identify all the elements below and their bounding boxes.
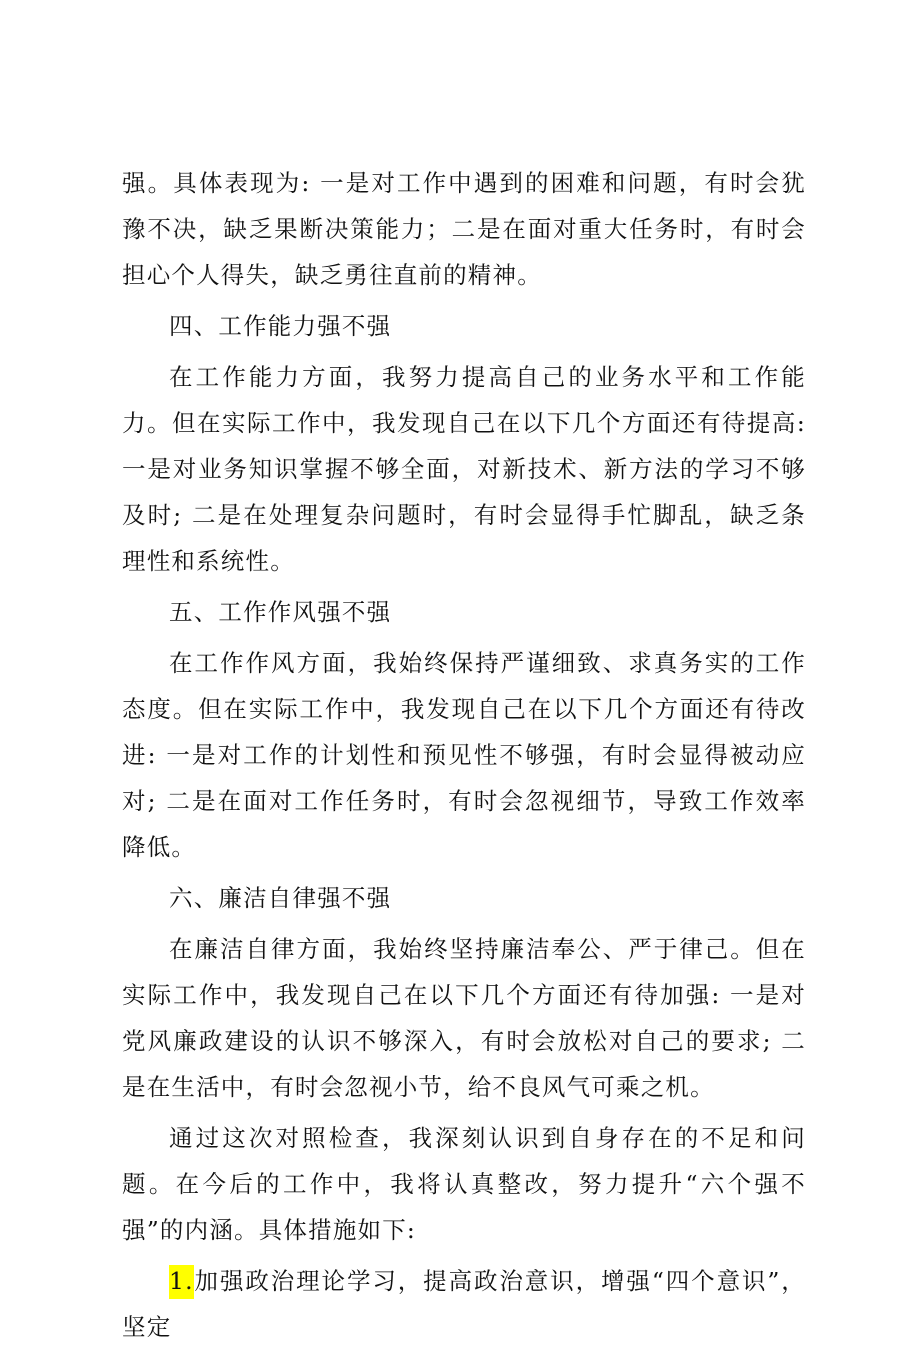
measure-item-text: 加强政治理论学习，提高政治意识，增强“四个意识”，坚定 bbox=[122, 1267, 806, 1341]
section-heading-work-ability: 四、工作能力强不强 bbox=[169, 312, 392, 340]
measure-item-1 bbox=[122, 1258, 806, 1350]
paragraph-conclusion: 通过这次对照检查，我深刻认识到自身存在的不足和问题。在今后的工作中，我将认真整改，努力提升“六个强不强”的内涵。具体措施如下: bbox=[122, 1124, 806, 1244]
list-number-highlight: 1. bbox=[169, 1265, 194, 1299]
document-body bbox=[122, 160, 806, 1355]
section-heading-integrity: 六、廉洁自律强不强 bbox=[169, 884, 392, 912]
paragraph-continuation: 强。具体表现为: 一是对工作中遇到的困难和问题，有时会犹豫不决，缺乏果断决策能力；二是在面对重大任务时，有时会担心个人得失，缺乏勇往直前的精神。 bbox=[122, 169, 806, 289]
paragraph-work-ability: 在工作能力方面，我努力提高自己的业务水平和工作能力。但在实际工作中，我发现自己在以下几个方面还有待提高: 一是对业务知识掌握不够全面，对新技术、新方法的学习不够及时; 二是在处理复杂问题时，有时会显得手忙脚乱，缺乏条理性和系统性。 bbox=[122, 363, 806, 575]
section-heading-work-style: 五、工作作风强不强 bbox=[169, 598, 392, 626]
paragraph-work-style: 在工作作风方面，我始终保持严谨细致、求真务实的工作态度。但在实际工作中，我发现自己在以下几个方面还有待改进: 一是对工作的计划性和预见性不够强，有时会显得被动应对; 二是在面对工作任务时，有时会忽视细节，导致工作效率降低。 bbox=[122, 649, 806, 861]
paragraph-integrity: 在廉洁自律方面，我始终坚持廉洁奉公、严于律己。但在实际工作中，我发现自己在以下几个方面还有待加强: 一是对党风廉政建设的认识不够深入，有时会放松对自己的要求; 二是在生活中，有时会忽视小节，给不良风气可乘之机。 bbox=[122, 935, 806, 1101]
